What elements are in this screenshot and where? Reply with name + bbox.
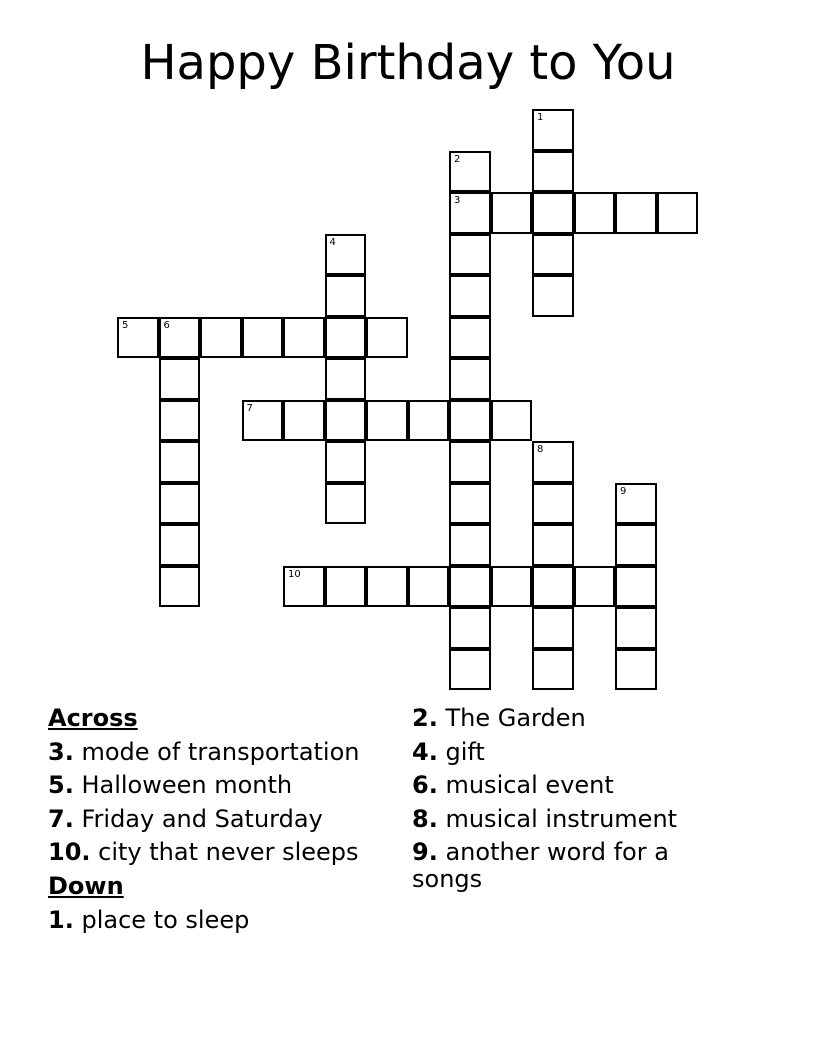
crossword-cell[interactable] (325, 234, 367, 276)
clue-text: Friday and Saturday (81, 804, 323, 833)
cell-number: 10 (288, 568, 301, 580)
clue-across-3 (48, 736, 360, 770)
crossword-cell[interactable] (449, 524, 491, 566)
clue-down-1 (48, 904, 360, 938)
crossword-cell[interactable] (532, 483, 574, 525)
crossword-cell[interactable] (491, 192, 533, 234)
crossword-cell[interactable] (449, 566, 491, 608)
crossword-cell[interactable] (615, 483, 657, 525)
puzzle-title: Happy Birthday to You (140, 35, 676, 91)
clue-across-5 (48, 769, 360, 803)
clue-text: city that never sleeps (98, 838, 359, 867)
crossword-cell[interactable] (449, 275, 491, 317)
crossword-cell[interactable] (532, 151, 574, 193)
clues-column-left (48, 702, 360, 937)
crossword-cell[interactable] (159, 400, 201, 442)
clue-text: mode of transportation (81, 737, 360, 766)
crossword-cell[interactable] (325, 566, 367, 608)
crossword-cell[interactable] (532, 566, 574, 608)
crossword-cell[interactable] (159, 566, 201, 608)
crossword-cell[interactable] (449, 607, 491, 649)
crossword-cell[interactable] (366, 400, 408, 442)
cell-number: 6 (163, 319, 170, 331)
crossword-cell[interactable] (615, 566, 657, 608)
clue-number: 6. (412, 771, 438, 800)
crossword-cell[interactable] (615, 192, 657, 234)
crossword-cell[interactable] (242, 400, 284, 442)
cell-number: 5 (122, 319, 129, 331)
clues-column-right (412, 702, 677, 893)
crossword-cell[interactable] (325, 400, 367, 442)
clue-down-2 (412, 702, 677, 736)
clue-number: 5. (48, 771, 74, 800)
crossword-cell[interactable] (366, 566, 408, 608)
cell-number: 4 (329, 236, 336, 248)
clue-down-8 (412, 803, 677, 837)
cell-number: 7 (246, 402, 253, 414)
clue-number: 9. (412, 838, 438, 867)
crossword-cell[interactable] (283, 400, 325, 442)
clue-down-6 (412, 769, 677, 803)
crossword-cell[interactable] (532, 607, 574, 649)
crossword-cell[interactable] (532, 649, 574, 691)
crossword-cell[interactable] (657, 192, 699, 234)
crossword-cell[interactable] (159, 317, 201, 359)
crossword-cell[interactable] (491, 400, 533, 442)
crossword-cell[interactable] (242, 317, 284, 359)
crossword-cell[interactable] (159, 441, 201, 483)
cell-number: 3 (454, 195, 461, 206)
clue-text: musical event (445, 771, 614, 800)
cell-number: 1 (537, 112, 544, 123)
crossword-cell[interactable] (366, 317, 408, 359)
crossword-cell[interactable] (159, 524, 201, 566)
cell-number: 8 (537, 444, 544, 455)
crossword-cell[interactable] (159, 483, 201, 525)
clue-number: 7. (48, 804, 74, 833)
crossword-cell[interactable] (574, 192, 616, 234)
crossword-cell[interactable] (449, 151, 491, 193)
crossword-cell[interactable] (200, 317, 242, 359)
crossword-cell[interactable] (449, 358, 491, 400)
clue-number: 8. (412, 804, 438, 833)
clue-text-continued: songs (412, 865, 483, 894)
crossword-cell[interactable] (283, 317, 325, 359)
crossword-cell[interactable] (325, 275, 367, 317)
crossword-cell[interactable] (532, 275, 574, 317)
clue-number: 3. (48, 737, 74, 766)
crossword-cell[interactable] (449, 317, 491, 359)
crossword-cell[interactable] (283, 566, 325, 608)
crossword-cell[interactable] (449, 649, 491, 691)
down-heading: Down (48, 871, 124, 900)
cell-number: 9 (620, 485, 627, 497)
crossword-cell[interactable] (532, 234, 574, 276)
clue-text: place to sleep (81, 905, 250, 934)
clue-text: another word for a (445, 838, 669, 867)
clue-down-4 (412, 736, 677, 770)
clue-text: musical instrument (445, 804, 678, 833)
crossword-cell[interactable] (325, 441, 367, 483)
crossword-cell[interactable] (325, 358, 367, 400)
crossword-cell[interactable] (449, 483, 491, 525)
clue-across-7 (48, 803, 360, 837)
crossword-cell[interactable] (574, 566, 616, 608)
crossword-cell[interactable] (532, 109, 574, 151)
crossword-cell[interactable] (615, 649, 657, 691)
crossword-cell[interactable] (532, 192, 574, 234)
crossword-cell[interactable] (449, 441, 491, 483)
clue-down-9 (412, 839, 677, 893)
cell-number: 2 (454, 153, 461, 165)
crossword-cell[interactable] (449, 234, 491, 276)
crossword-cell[interactable] (408, 400, 450, 442)
crossword-cell[interactable] (325, 317, 367, 359)
crossword-cell[interactable] (615, 524, 657, 566)
crossword-cell[interactable] (449, 192, 491, 234)
clue-text: The Garden (445, 704, 586, 732)
crossword-cell[interactable] (532, 441, 574, 483)
crossword-cell[interactable] (491, 566, 533, 608)
crossword-cell[interactable] (117, 317, 159, 359)
clue-across-10 (48, 836, 360, 870)
crossword-cell[interactable] (408, 566, 450, 608)
crossword-cell[interactable] (615, 607, 657, 649)
across-heading: Across (48, 704, 138, 732)
clue-number: 4. (412, 737, 438, 766)
crossword-cell[interactable] (532, 524, 574, 566)
crossword-cell[interactable] (449, 400, 491, 442)
clue-number: 1. (48, 905, 74, 934)
clue-number: 2. (412, 704, 438, 732)
crossword-cell[interactable] (159, 358, 201, 400)
clue-text: Halloween month (81, 771, 293, 800)
crossword-cell[interactable] (325, 483, 367, 525)
clue-number: 10. (48, 838, 91, 867)
clue-text: gift (445, 737, 485, 766)
